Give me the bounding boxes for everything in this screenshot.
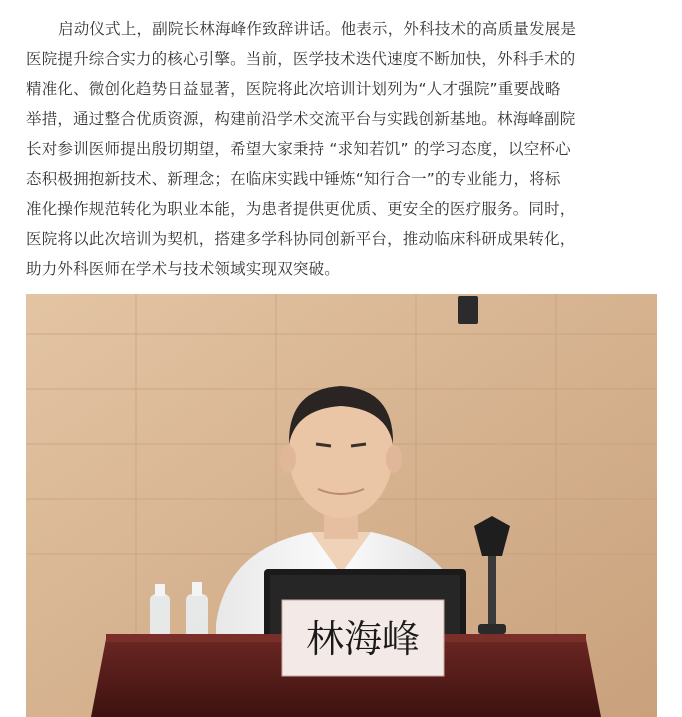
nameplate-text: 林海峰 [305,617,421,661]
paragraph-line: 态积极拥抱新技术、新理念；在临床实践中锤炼“知行合一”的专业能力，将标 [26,170,561,188]
paragraph-line: 准化操作规范转化为职业本能，为患者提供更优质、更安全的医疗服务。同时， [26,200,576,218]
paragraph-line: 助力外科医师在学术与技术领域实现双突破。 [26,260,341,278]
paragraph-line: 精准化、微创化趋势日益显著，医院将此次培训计划列为“人才强院”重要战略 [26,80,561,98]
paragraph-line: 长对参训医师提出殷切期望，希望大家秉持 “求知若饥” 的学习态度，以空杯心 [26,140,571,158]
article-paragraph [26,14,658,284]
nameplate [282,600,444,676]
paragraph-line: 启动仪式上，副院长林海峰作致辞讲话。他表示，外科技术的高质量发展是 [58,20,577,38]
wall-device [458,296,478,324]
paragraph-line: 医院将以此次培训为契机，搭建多学科协同创新平台，推动临床科研成果转化， [26,230,576,248]
paragraph-line: 举措，通过整合优质资源，构建前沿学术交流平台与实践创新基地。林海峰副院 [26,110,576,128]
speech-photo [26,294,657,717]
paragraph-line: 医院提升综合实力的核心引擎。当前，医学技术迭代速度不断加快，外科手术的 [26,50,576,68]
